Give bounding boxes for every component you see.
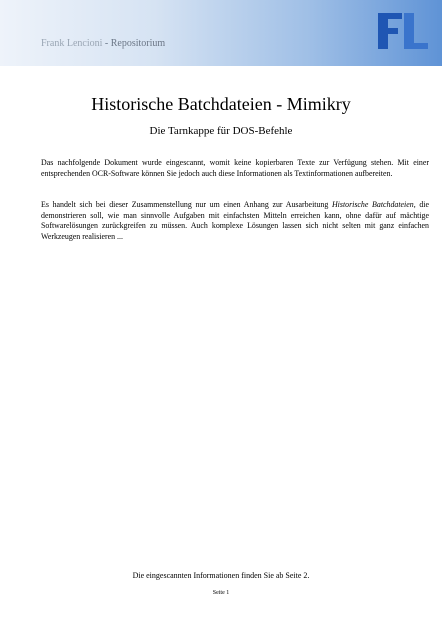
header-separator: -	[102, 38, 111, 49]
context-paragraph-start: Es handelt sich bei dieser Zusammenstellung nur um einen Anhang zur Ausarbeitung	[41, 200, 332, 209]
page-number: Seite 1	[212, 590, 230, 596]
footer-note: Die eingescannten Informationen finden Sie ab Seite 2.	[132, 571, 310, 580]
header-repository: Repositorium	[110, 38, 166, 49]
document-subtitle: Die Tarnkappe für DOS-Befehle	[149, 125, 293, 137]
intro-paragraph: Das nachfolgende Dokument wurde eingescannt, womit keine kopierbaren Texte zur Verfügung stehen. Mit einer entsprechenden OCR-Software können Sie jedoch auch diese Informationen als Textinformationen aufbereiten.	[41, 158, 429, 178]
document-title: Historische Batchdateien - Mimikry	[91, 94, 351, 114]
header-breadcrumb	[41, 38, 165, 49]
context-paragraph-end: , die demonstrieren soll, wie man sinnvolle Aufgaben mit einfachsten Mitteln erreichen kann, ohne dafür auf mächtige Softwarelösungen zurückgreifen zu müssen. Auch komplexe Lösungen lassen sich nicht selten mit ganz einfachen Werkzeugen realisieren ...	[41, 200, 429, 241]
context-paragraph	[41, 200, 429, 242]
page-header	[0, 0, 442, 66]
referenced-work-title: Historische Batchdateien	[331, 200, 414, 209]
fl-logo-icon	[378, 13, 428, 49]
header-author: Frank Lencioni	[41, 38, 103, 49]
